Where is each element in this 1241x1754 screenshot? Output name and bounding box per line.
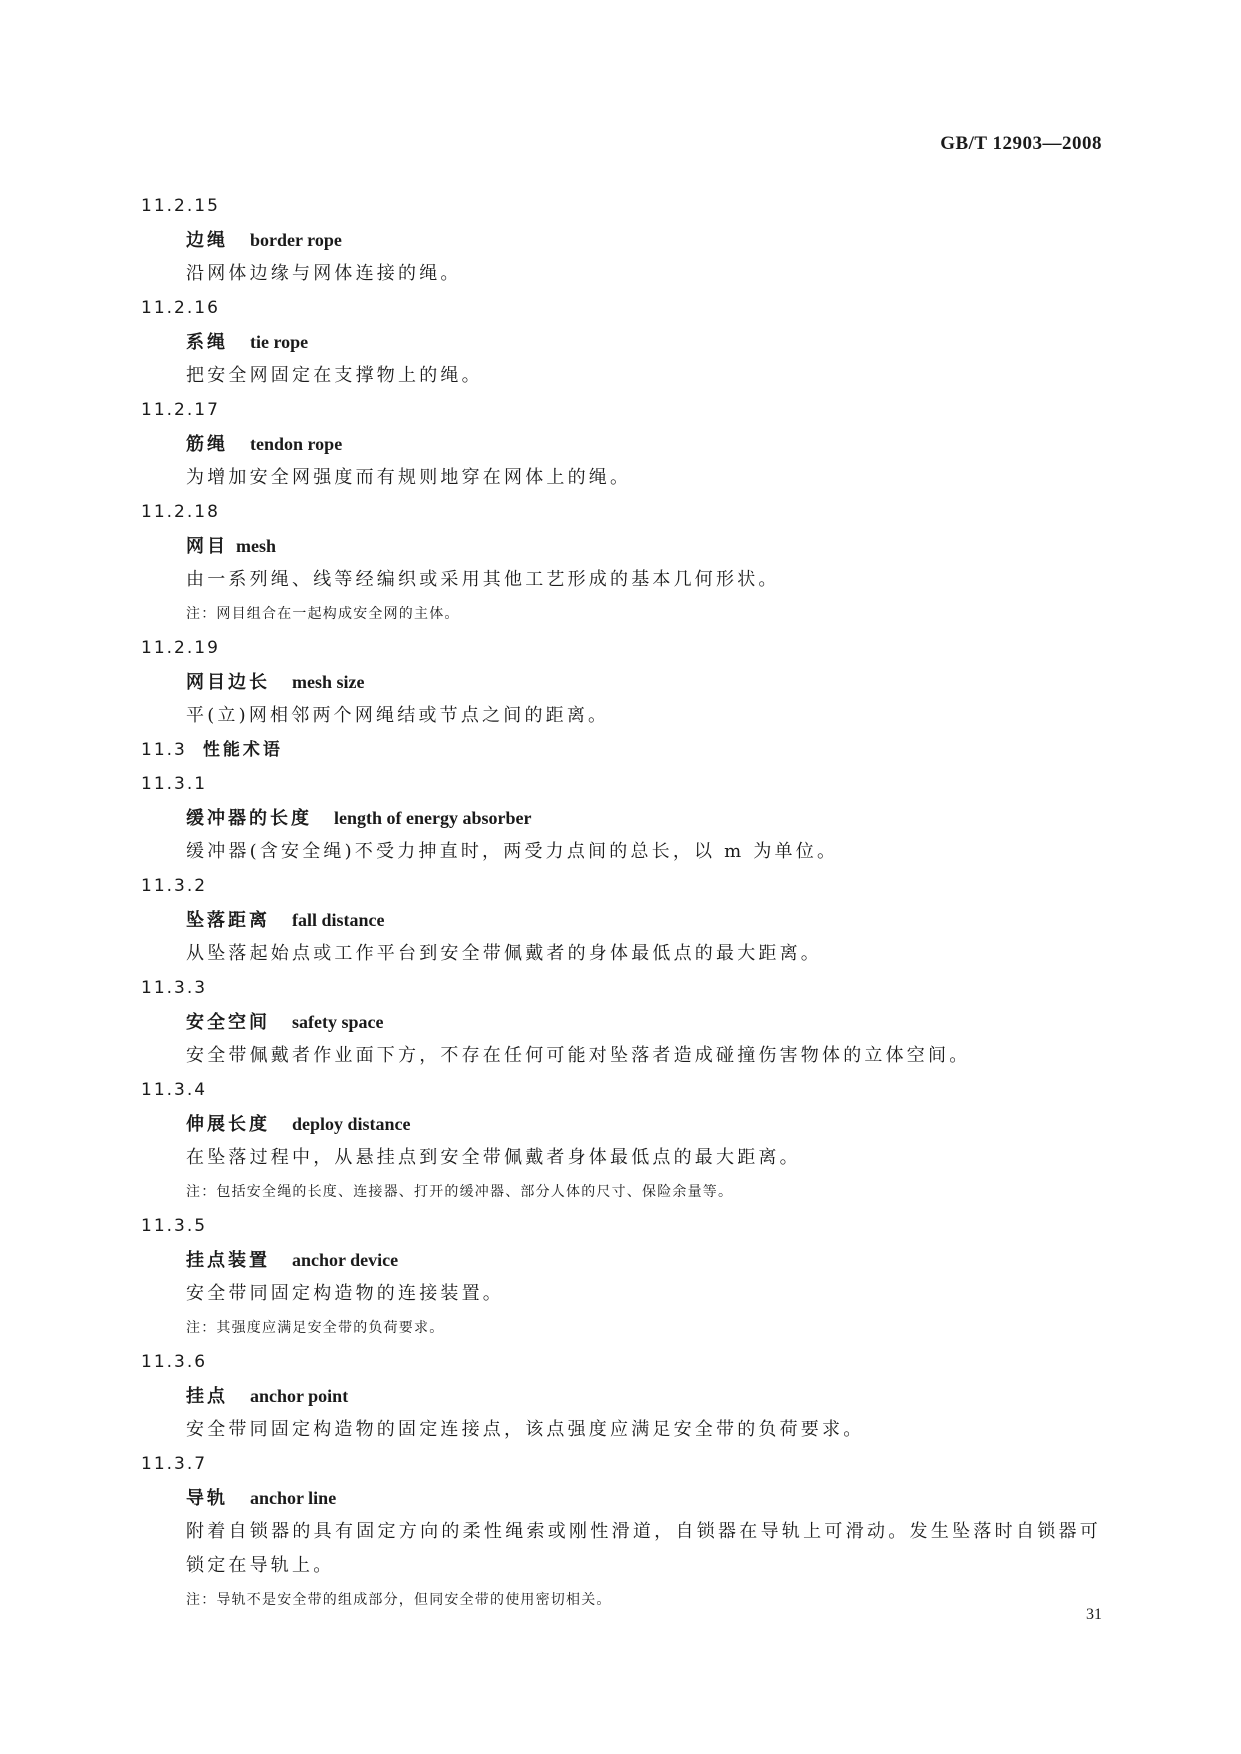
term-definition: 把安全网固定在支撑物上的绳。	[186, 365, 483, 386]
clause-number: 11.3.2	[141, 876, 208, 896]
term-definition: 沿网体边缘与网体连接的绳。	[186, 263, 462, 284]
term-zh: 坠落距离	[186, 910, 270, 931]
term-zh: 系绳	[186, 332, 228, 353]
section-number: 11.3	[141, 740, 187, 760]
term-en: mesh	[236, 536, 276, 556]
clause-number: 11.2.16	[141, 298, 220, 318]
term-heading	[141, 1107, 1101, 1141]
term-zh: 网目	[186, 536, 228, 557]
term-en: anchor line	[250, 1488, 337, 1508]
term-heading	[141, 325, 1101, 359]
term-heading	[141, 1379, 1101, 1413]
clause-number: 11.3.6	[141, 1352, 208, 1372]
term-en: safety space	[292, 1012, 384, 1032]
term-heading	[141, 801, 1101, 835]
term-definition: 从坠落起始点或工作平台到安全带佩戴者的身体最低点的最大距离。	[186, 943, 822, 964]
term-note: 注：导轨不是安全带的组成部分，但同安全带的使用密切相关。	[186, 1592, 612, 1608]
term-definition: 为增加安全网强度而有规则地穿在网体上的绳。	[186, 467, 632, 488]
term-en: mesh size	[292, 672, 365, 692]
document-body	[141, 189, 1101, 1617]
term-en: anchor device	[292, 1250, 399, 1270]
term-heading	[141, 427, 1101, 461]
term-heading	[141, 223, 1101, 257]
term-zh: 安全空间	[186, 1012, 270, 1033]
term-definition: 由一系列绳、线等经编织或采用其他工艺形成的基本几何形状。	[186, 569, 780, 590]
term-heading	[141, 529, 1101, 563]
term-zh: 缓冲器的长度	[186, 808, 312, 829]
term-en: anchor point	[250, 1386, 349, 1406]
term-en: tie rope	[250, 332, 309, 352]
page-number: 31	[1086, 1606, 1102, 1623]
term-definition: 缓冲器(含安全绳)不受力抻直时，两受力点间的总长，以 m 为单位。	[186, 841, 839, 862]
term-heading	[141, 1243, 1101, 1277]
term-zh: 边绳	[186, 230, 228, 251]
term-zh: 挂点	[186, 1386, 228, 1407]
term-zh: 导轨	[186, 1488, 228, 1509]
term-definition: 安全带同固定构造物的固定连接点，该点强度应满足安全带的负荷要求。	[186, 1419, 865, 1440]
term-note: 注：其强度应满足安全带的负荷要求。	[186, 1320, 445, 1336]
term-zh: 筋绳	[186, 434, 228, 455]
clause-number: 11.2.15	[141, 196, 220, 216]
clause-number: 11.3.3	[141, 978, 208, 998]
section-title: 性能术语	[202, 740, 283, 760]
term-en: length of energy absorber	[334, 808, 532, 828]
clause-number: 11.3.1	[141, 774, 208, 794]
term-en: border rope	[250, 230, 342, 250]
term-en: deploy distance	[292, 1114, 411, 1134]
term-definition: 平(立)网相邻两个网绳结或节点之间的距离。	[186, 705, 610, 726]
term-definition: 安全带同固定构造物的连接装置。	[186, 1283, 504, 1304]
term-definition: 在坠落过程中，从悬挂点到安全带佩戴者身体最低点的最大距离。	[186, 1147, 801, 1168]
term-en: tendon rope	[250, 434, 343, 454]
term-definition: 安全带佩戴者作业面下方，不存在任何可能对坠落者造成碰撞伤害物体的立体空间。	[186, 1045, 971, 1066]
clause-number: 11.3.4	[141, 1080, 208, 1100]
term-note: 注：网目组合在一起构成安全网的主体。	[186, 606, 460, 622]
clause-number: 11.3.5	[141, 1216, 208, 1236]
term-heading	[141, 903, 1101, 937]
term-en: fall distance	[292, 910, 385, 930]
term-definition: 附着自锁器的具有固定方向的柔性绳索或刚性滑道，自锁器在导轨上可滑动。发生坠落时自锁器可锁定在导轨上。	[186, 1521, 1101, 1576]
clause-number: 11.2.19	[141, 638, 220, 658]
term-zh: 伸展长度	[186, 1114, 270, 1135]
clause-number: 11.3.7	[141, 1454, 208, 1474]
clause-number: 11.2.18	[141, 502, 220, 522]
clause-number: 11.2.17	[141, 400, 220, 420]
standard-code: GB/T 12903—2008	[940, 133, 1102, 154]
term-heading	[141, 1481, 1101, 1515]
term-note: 注：包括安全绳的长度、连接器、打开的缓冲器、部分人体的尺寸、保险余量等。	[186, 1184, 734, 1200]
section-heading	[141, 733, 1101, 767]
term-heading	[141, 665, 1101, 699]
term-heading	[141, 1005, 1101, 1039]
term-zh: 网目边长	[186, 672, 270, 693]
term-zh: 挂点装置	[186, 1250, 270, 1271]
